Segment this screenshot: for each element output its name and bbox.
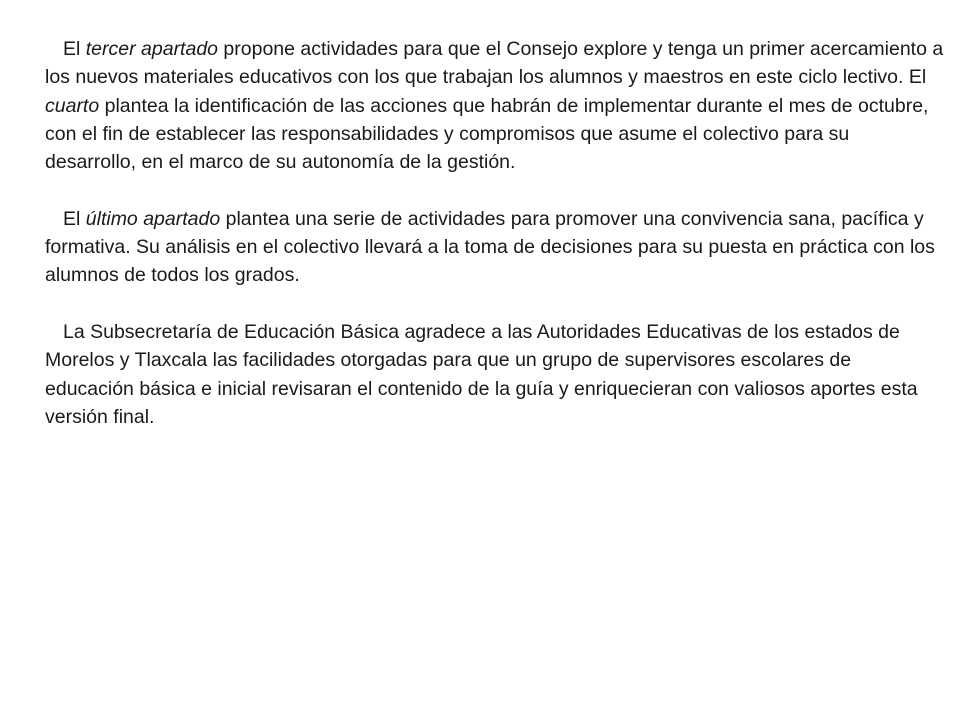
- paragraph-3-text-1: La Subsecretaría de Educación Básica agradece a las Autoridades Educativas de los estados de Morelos y Tlaxcala las facilidades otorgadas para que un grupo de supervisores escolares de educación básica e inicial revisaran el contenido de la guía y enriquecieran con valiosos aportes esta versión final.: [45, 320, 918, 428]
- paragraph-1-italic-cuarto: cuarto: [45, 94, 100, 117]
- paragraph-2-italic-ultimo-apartado: último apartado: [85, 207, 221, 230]
- paragraph-2-text-2: plantea una serie de actividades para promover una convivencia sana, pacífica y formativa. Su análisis en el colectivo llevará a la toma de decisiones para su puesta en práctica con los alumnos de todos los grados.: [45, 207, 935, 287]
- paragraph-third-and-fourth-section: [45, 35, 945, 176]
- paragraph-last-section: [45, 205, 945, 290]
- paragraph-1-text-2: propone actividades para que el Consejo explore y tenga un primer acercamiento a los nuevos materiales educativos con los que trabajan los alumnos y maestros en este ciclo lectivo. El: [45, 38, 944, 89]
- paragraph-1-text-3: plantea la identificación de las acciones que habrán de implementar durante el mes de octubre, con el fin de establecer las responsabilidades y compromisos que asume el colectivo para su desarrollo, en el marco de su autonomía de la gestión.: [45, 94, 929, 174]
- document-body: [45, 35, 945, 459]
- paragraph-1-text-1: El: [63, 38, 86, 60]
- paragraph-acknowledgements: [45, 318, 945, 431]
- paragraph-1-italic-tercer-apartado: tercer apartado: [85, 38, 219, 60]
- paragraph-2-text-1: El: [63, 207, 86, 230]
